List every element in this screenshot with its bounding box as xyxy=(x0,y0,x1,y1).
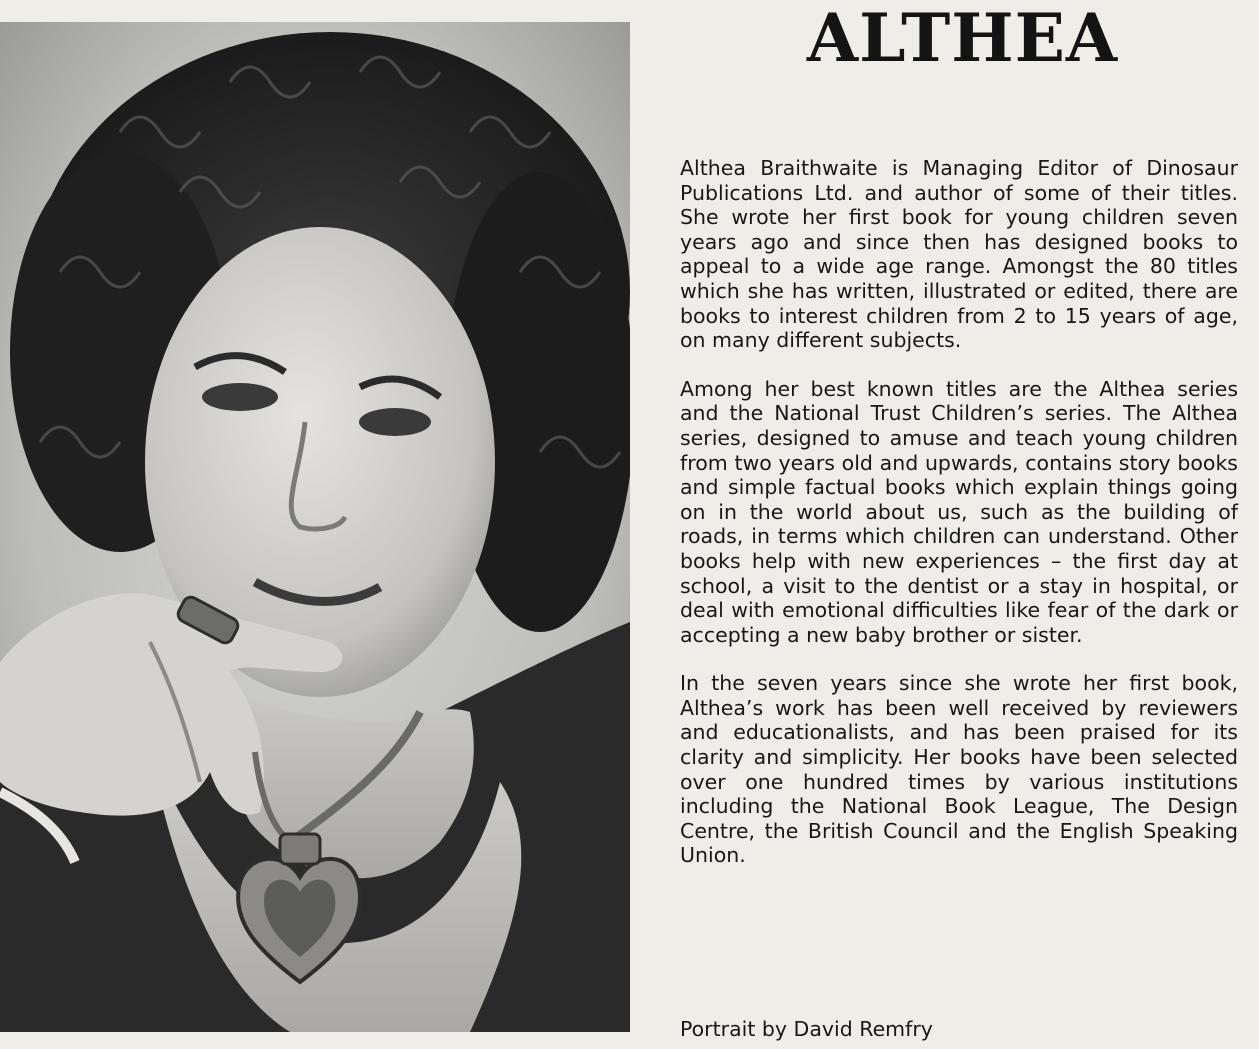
biography-paragraph: In the seven years since she wrote her first book, Althea’s work has been well received by reviewers and educationalists, and has been praised for its clarity and simplicity. Her books have been selected over one hundred times by various institutions including the National Book League, The Design Centre, the British Council and the English Speaking Union. xyxy=(680,671,1238,868)
biography-paragraph: Althea Braithwaite is Managing Editor of Dinosaur Publications Ltd. and author of some of their titles. She wrote her first book for young children seven years ago and since then has designed books to appeal to a wide age range. Amongst the 80 titles which she has written, illustrated or edited, there are books to interest children from 2 to 15 years of age, on many different subjects. xyxy=(680,156,1238,353)
page-title: ALTHEA xyxy=(806,0,1119,77)
biography-paragraph: Among her best known titles are the Althea series and the National Trust Children’s series. The Althea series, designed to amuse and teach young children from two years old and upwards, contains story books and simple factual books which explain things going on in the world about us, such as the building of roads, in terms which children can understand. Other books help with new experiences – the first day at school, a visit to the dentist or a stay in hospital, or deal with emotional difficulties like fear of the dark or accepting a new baby brother or sister. xyxy=(680,376,1238,647)
author-portrait-photo xyxy=(0,22,630,1032)
biography-text xyxy=(680,156,1238,892)
portrait-credit: Portrait by David Remfry xyxy=(680,1017,933,1041)
